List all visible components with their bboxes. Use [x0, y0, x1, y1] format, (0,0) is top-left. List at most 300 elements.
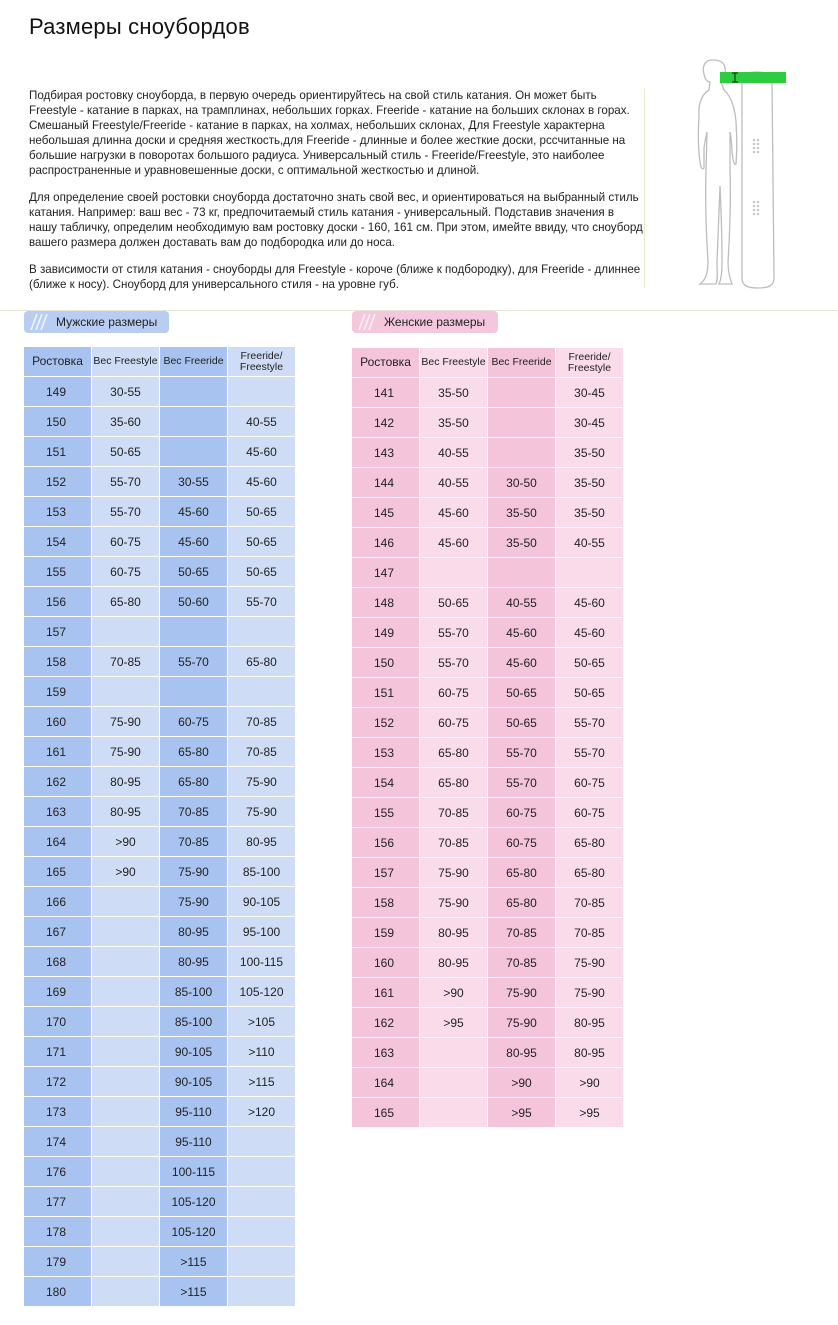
table-row: [24, 557, 296, 587]
weight-range-cell: [420, 1038, 488, 1068]
board-length-cell: 162: [24, 767, 92, 797]
intro-divider: [644, 88, 645, 288]
weight-range-cell: 105-120: [160, 1217, 228, 1247]
weight-range-cell: 85-100: [160, 977, 228, 1007]
weight-range-cell: [160, 407, 228, 437]
weight-range-cell: 50-65: [160, 557, 228, 587]
weight-range-cell: 60-75: [160, 707, 228, 737]
weight-range-cell: 60-75: [92, 557, 160, 587]
weight-range-cell: 70-85: [228, 707, 296, 737]
board-length-cell: 165: [24, 857, 92, 887]
board-length-cell: 154: [24, 527, 92, 557]
board-length-cell: 149: [24, 377, 92, 407]
weight-range-cell: 45-60: [160, 497, 228, 527]
weight-range-cell: >105: [228, 1007, 296, 1037]
board-length-cell: 167: [24, 917, 92, 947]
weight-range-cell: 60-75: [420, 678, 488, 708]
weight-range-cell: >120: [228, 1097, 296, 1127]
table-row: [24, 1067, 296, 1097]
weight-range-cell: 30-45: [556, 378, 624, 408]
weight-range-cell: 55-70: [92, 467, 160, 497]
board-length-cell: 165: [352, 1098, 420, 1128]
weight-range-cell: [228, 377, 296, 407]
weight-range-cell: [92, 1217, 160, 1247]
weight-range-cell: 50-65: [556, 648, 624, 678]
weight-range-cell: 30-55: [92, 377, 160, 407]
weight-range-cell: [92, 887, 160, 917]
table-row: [24, 1187, 296, 1217]
column-header: Ростовка: [352, 348, 420, 378]
weight-range-cell: >95: [488, 1098, 556, 1128]
table-row: [24, 587, 296, 617]
women-size-table: [352, 348, 624, 1128]
table-row: [352, 978, 624, 1008]
table-row: [352, 1008, 624, 1038]
column-header: Вес Freeride: [160, 347, 228, 377]
board-length-cell: 141: [352, 378, 420, 408]
weight-range-cell: 60-75: [556, 768, 624, 798]
weight-range-cell: 70-85: [160, 827, 228, 857]
weight-range-cell: 75-90: [228, 767, 296, 797]
weight-range-cell: >115: [160, 1277, 228, 1307]
weight-range-cell: 75-90: [160, 857, 228, 887]
weight-range-cell: 70-85: [92, 647, 160, 677]
board-length-cell: 171: [24, 1037, 92, 1067]
board-length-cell: 164: [24, 827, 92, 857]
weight-range-cell: 80-95: [420, 918, 488, 948]
weight-range-cell: 85-100: [228, 857, 296, 887]
board-length-cell: 151: [24, 437, 92, 467]
board-length-cell: 145: [352, 498, 420, 528]
weight-range-cell: 35-50: [556, 438, 624, 468]
men-size-table: [24, 347, 296, 1307]
table-row: [352, 648, 624, 678]
weight-range-cell: 65-80: [488, 888, 556, 918]
weight-range-cell: [92, 1247, 160, 1277]
table-row: [352, 738, 624, 768]
weight-range-cell: 55-70: [488, 738, 556, 768]
weight-range-cell: [92, 1277, 160, 1307]
weight-range-cell: [228, 1127, 296, 1157]
weight-range-cell: 100-115: [160, 1157, 228, 1187]
weight-range-cell: >90: [92, 857, 160, 887]
weight-range-cell: 80-95: [420, 948, 488, 978]
board-length-cell: 174: [24, 1127, 92, 1157]
table-row: [352, 618, 624, 648]
table-row: [24, 767, 296, 797]
weight-range-cell: >95: [420, 1008, 488, 1038]
weight-range-cell: 40-55: [556, 528, 624, 558]
table-row: [352, 858, 624, 888]
table-row: [352, 378, 624, 408]
board-length-cell: 142: [352, 408, 420, 438]
weight-range-cell: 70-85: [420, 828, 488, 858]
weight-range-cell: 70-85: [420, 798, 488, 828]
height-band: [720, 72, 786, 83]
table-row: [24, 977, 296, 1007]
table-row: [352, 1038, 624, 1068]
snowboard-outline: [742, 72, 774, 288]
weight-range-cell: 75-90: [556, 948, 624, 978]
weight-range-cell: [420, 558, 488, 588]
weight-range-cell: 50-65: [92, 437, 160, 467]
board-length-cell: 176: [24, 1157, 92, 1187]
men-sizes-label: [24, 311, 169, 333]
weight-range-cell: 30-50: [488, 468, 556, 498]
weight-range-cell: 65-80: [160, 767, 228, 797]
weight-range-cell: 75-90: [488, 978, 556, 1008]
weight-range-cell: 100-115: [228, 947, 296, 977]
weight-range-cell: 95-110: [160, 1097, 228, 1127]
page-title: Размеры сноубордов: [29, 14, 250, 39]
weight-range-cell: 65-80: [488, 858, 556, 888]
table-row: [24, 377, 296, 407]
weight-range-cell: 65-80: [160, 737, 228, 767]
board-length-cell: 147: [352, 558, 420, 588]
table-row: [352, 498, 624, 528]
men-sizes-title: Мужские размеры: [56, 315, 158, 329]
weight-range-cell: [420, 1068, 488, 1098]
stripes-icon: [358, 314, 376, 330]
weight-range-cell: [160, 677, 228, 707]
table-row: [24, 647, 296, 677]
person-outline: [698, 60, 736, 284]
weight-range-cell: 60-75: [556, 798, 624, 828]
weight-range-cell: [488, 408, 556, 438]
column-header: Ростовка: [24, 347, 92, 377]
board-length-cell: 177: [24, 1187, 92, 1217]
weight-range-cell: 50-60: [160, 587, 228, 617]
board-length-cell: 173: [24, 1097, 92, 1127]
board-length-cell: 160: [24, 707, 92, 737]
table-header-row: [352, 348, 624, 378]
weight-range-cell: >90: [488, 1068, 556, 1098]
weight-range-cell: 80-95: [228, 827, 296, 857]
weight-range-cell: >115: [160, 1247, 228, 1277]
board-length-cell: 170: [24, 1007, 92, 1037]
table-row: [352, 468, 624, 498]
weight-range-cell: 75-90: [488, 1008, 556, 1038]
weight-range-cell: >115: [228, 1067, 296, 1097]
weight-range-cell: 70-85: [488, 948, 556, 978]
column-header: Вес Freestyle: [420, 348, 488, 378]
weight-range-cell: 45-60: [556, 618, 624, 648]
weight-range-cell: 55-70: [92, 497, 160, 527]
intro-paragraph-1: Подбирая ростовку сноуборда, в первую очередь ориентируйтесь на свой стиль катания. Он может быть Freestyle - катание в парках, на трамплинах, небольших горках. Freeride - катание на больших склонах в горах. Смешаный Freestyle/Freeride - катание в парках, на холмах, небольших склонах, Для Freestyle характерна небольшая длинна доски и средняя жесткость,для Freeride - длинные и более жесткие доски, рссчитанные на большие нагрузки в поворотах большого радиуса. Универсальный стиль - Freeride/Freestyle, это наиболее распространенные и уравновешенные доски, с оптимальной жесткостью и длиной.: [29, 89, 630, 177]
weight-range-cell: 65-80: [92, 587, 160, 617]
table-row: [352, 678, 624, 708]
weight-range-cell: 35-50: [420, 378, 488, 408]
weight-range-cell: [92, 1187, 160, 1217]
weight-range-cell: 95-110: [160, 1127, 228, 1157]
table-row: [352, 408, 624, 438]
weight-range-cell: 80-95: [92, 797, 160, 827]
weight-range-cell: 30-45: [556, 408, 624, 438]
weight-range-cell: >90: [420, 978, 488, 1008]
weight-range-cell: 65-80: [420, 738, 488, 768]
weight-range-cell: 50-65: [228, 527, 296, 557]
weight-range-cell: 80-95: [556, 1008, 624, 1038]
board-length-cell: 150: [352, 648, 420, 678]
weight-range-cell: 80-95: [160, 917, 228, 947]
board-length-cell: 169: [24, 977, 92, 1007]
weight-range-cell: 70-85: [160, 797, 228, 827]
board-length-cell: 155: [352, 798, 420, 828]
board-length-cell: 154: [352, 768, 420, 798]
weight-range-cell: 35-50: [488, 498, 556, 528]
weight-range-cell: 65-80: [420, 768, 488, 798]
table-row: [24, 1007, 296, 1037]
weight-range-cell: [228, 1247, 296, 1277]
weight-range-cell: [92, 1007, 160, 1037]
table-row: [352, 948, 624, 978]
weight-range-cell: 75-90: [420, 888, 488, 918]
weight-range-cell: 55-70: [556, 708, 624, 738]
person-with-snowboard-illustration: [690, 52, 790, 292]
table-row: [24, 527, 296, 557]
table-row: [24, 617, 296, 647]
weight-range-cell: [228, 1187, 296, 1217]
weight-range-cell: [228, 1157, 296, 1187]
table-row: [352, 1098, 624, 1128]
weight-range-cell: 75-90: [228, 797, 296, 827]
board-length-cell: 157: [352, 858, 420, 888]
weight-range-cell: 45-60: [420, 498, 488, 528]
weight-range-cell: [488, 438, 556, 468]
table-row: [352, 708, 624, 738]
table-row: [24, 827, 296, 857]
weight-range-cell: 50-65: [420, 588, 488, 618]
table-row: [24, 1127, 296, 1157]
table-row: [352, 828, 624, 858]
weight-range-cell: 75-90: [556, 978, 624, 1008]
weight-range-cell: 40-55: [420, 468, 488, 498]
weight-range-cell: [92, 977, 160, 1007]
weight-range-cell: 80-95: [488, 1038, 556, 1068]
weight-range-cell: [92, 1097, 160, 1127]
weight-range-cell: 40-55: [488, 588, 556, 618]
weight-range-cell: 55-70: [556, 738, 624, 768]
intro-paragraph-3: В зависимости от стиля катания - сноуборды для Freestyle - короче (ближе к подбородку), для Freeride - длиннее (ближе к носу). Сноуборд для универсального стиля - на уровне губ.: [29, 263, 641, 291]
weight-range-cell: [92, 947, 160, 977]
weight-range-cell: 35-50: [488, 528, 556, 558]
board-length-cell: 158: [24, 647, 92, 677]
weight-range-cell: [92, 1067, 160, 1097]
stripes-icon: [30, 314, 48, 330]
weight-range-cell: 40-55: [420, 438, 488, 468]
board-length-cell: 144: [352, 468, 420, 498]
weight-range-cell: 50-65: [228, 557, 296, 587]
weight-range-cell: [92, 1157, 160, 1187]
weight-range-cell: [488, 378, 556, 408]
weight-range-cell: 105-120: [160, 1187, 228, 1217]
weight-range-cell: [160, 437, 228, 467]
weight-range-cell: >110: [228, 1037, 296, 1067]
table-row: [24, 1277, 296, 1307]
weight-range-cell: 55-70: [488, 768, 556, 798]
weight-range-cell: 35-50: [556, 468, 624, 498]
table-row: [24, 737, 296, 767]
table-row: [24, 797, 296, 827]
intro-paragraph-2: Для определение своей ростовки сноуборда достаточно знать свой вес, и ориентироваться на выбранный стиль катания. Например: ваш вес - 73 кг, предпочитаемый стиль катания - универсальный. Подставив значения в нашу табличку, определим необходимую вам ростовку доски - 160, 161 см. При этом, имейте ввиду, что сноуборд вашего размера должен доставать вам до подбородка или до носа.: [29, 191, 643, 249]
weight-range-cell: 90-105: [160, 1037, 228, 1067]
weight-range-cell: 65-80: [228, 647, 296, 677]
board-length-cell: 179: [24, 1247, 92, 1277]
board-length-cell: 151: [352, 678, 420, 708]
board-length-cell: 155: [24, 557, 92, 587]
table-row: [352, 438, 624, 468]
weight-range-cell: 75-90: [160, 887, 228, 917]
table-row: [24, 887, 296, 917]
weight-range-cell: [228, 1277, 296, 1307]
women-sizes-title: Женские размеры: [384, 315, 486, 329]
board-length-cell: 157: [24, 617, 92, 647]
table-row: [352, 528, 624, 558]
weight-range-cell: 45-60: [556, 588, 624, 618]
weight-range-cell: 50-65: [488, 708, 556, 738]
weight-range-cell: [92, 617, 160, 647]
board-length-cell: 159: [352, 918, 420, 948]
board-length-cell: 152: [352, 708, 420, 738]
weight-range-cell: 95-100: [228, 917, 296, 947]
intro-text: [29, 88, 644, 304]
weight-range-cell: 80-95: [92, 767, 160, 797]
weight-range-cell: 45-60: [228, 437, 296, 467]
table-row: [24, 497, 296, 527]
board-length-cell: 161: [352, 978, 420, 1008]
table-row: [24, 467, 296, 497]
table-row: [24, 857, 296, 887]
board-length-cell: 166: [24, 887, 92, 917]
board-length-cell: 148: [352, 588, 420, 618]
women-sizes-label: [352, 311, 498, 333]
weight-range-cell: 30-55: [160, 467, 228, 497]
weight-range-cell: [228, 1217, 296, 1247]
weight-range-cell: 90-105: [228, 887, 296, 917]
weight-range-cell: 90-105: [160, 1067, 228, 1097]
weight-range-cell: 65-80: [556, 828, 624, 858]
column-header: Вес Freestyle: [92, 347, 160, 377]
weight-range-cell: 75-90: [420, 858, 488, 888]
weight-range-cell: 65-80: [556, 858, 624, 888]
board-length-cell: 162: [352, 1008, 420, 1038]
board-length-cell: 168: [24, 947, 92, 977]
weight-range-cell: 45-60: [228, 467, 296, 497]
board-length-cell: 150: [24, 407, 92, 437]
column-header: Freeride/ Freestyle: [556, 348, 624, 378]
table-row: [352, 1068, 624, 1098]
board-length-cell: 158: [352, 888, 420, 918]
weight-range-cell: [92, 677, 160, 707]
weight-range-cell: 45-60: [488, 648, 556, 678]
table-row: [352, 558, 624, 588]
board-length-cell: 153: [24, 497, 92, 527]
weight-range-cell: 50-65: [228, 497, 296, 527]
weight-range-cell: 35-60: [92, 407, 160, 437]
table-header-row: [24, 347, 296, 377]
table-row: [24, 1037, 296, 1067]
weight-range-cell: 45-60: [160, 527, 228, 557]
table-row: [24, 437, 296, 467]
board-length-cell: 159: [24, 677, 92, 707]
weight-range-cell: 80-95: [556, 1038, 624, 1068]
weight-range-cell: 70-85: [556, 918, 624, 948]
weight-range-cell: 60-75: [92, 527, 160, 557]
table-row: [24, 1247, 296, 1277]
column-header: Freeride/ Freestyle: [228, 347, 296, 377]
board-length-cell: 180: [24, 1277, 92, 1307]
board-length-cell: 161: [24, 737, 92, 767]
table-row: [24, 1217, 296, 1247]
weight-range-cell: 55-70: [420, 648, 488, 678]
table-row: [352, 798, 624, 828]
weight-range-cell: 70-85: [556, 888, 624, 918]
weight-range-cell: 70-85: [228, 737, 296, 767]
weight-range-cell: 45-60: [420, 528, 488, 558]
board-length-cell: 172: [24, 1067, 92, 1097]
board-length-cell: 153: [352, 738, 420, 768]
weight-range-cell: [92, 1037, 160, 1067]
weight-range-cell: [92, 917, 160, 947]
table-row: [24, 407, 296, 437]
column-header: Вес Freeride: [488, 348, 556, 378]
table-row: [24, 947, 296, 977]
table-row: [352, 768, 624, 798]
board-length-cell: 160: [352, 948, 420, 978]
weight-range-cell: [556, 558, 624, 588]
weight-range-cell: [92, 1127, 160, 1157]
weight-range-cell: 55-70: [160, 647, 228, 677]
weight-range-cell: 60-75: [488, 828, 556, 858]
weight-range-cell: [228, 617, 296, 647]
board-length-cell: 156: [352, 828, 420, 858]
weight-range-cell: [420, 1098, 488, 1128]
weight-range-cell: 60-75: [420, 708, 488, 738]
weight-range-cell: [160, 617, 228, 647]
table-row: [352, 588, 624, 618]
table-row: [24, 1097, 296, 1127]
weight-range-cell: 55-70: [420, 618, 488, 648]
board-length-cell: 152: [24, 467, 92, 497]
weight-range-cell: 35-50: [556, 498, 624, 528]
board-length-cell: 163: [352, 1038, 420, 1068]
weight-range-cell: 50-65: [488, 678, 556, 708]
weight-range-cell: [228, 677, 296, 707]
table-row: [24, 1157, 296, 1187]
weight-range-cell: 70-85: [488, 918, 556, 948]
weight-range-cell: 75-90: [92, 737, 160, 767]
table-row: [24, 917, 296, 947]
board-length-cell: 143: [352, 438, 420, 468]
board-length-cell: 146: [352, 528, 420, 558]
table-row: [352, 918, 624, 948]
table-row: [24, 707, 296, 737]
table-row: [24, 677, 296, 707]
weight-range-cell: 80-95: [160, 947, 228, 977]
board-length-cell: 164: [352, 1068, 420, 1098]
weight-range-cell: [488, 558, 556, 588]
table-row: [352, 888, 624, 918]
board-length-cell: 163: [24, 797, 92, 827]
weight-range-cell: 40-55: [228, 407, 296, 437]
weight-range-cell: 60-75: [488, 798, 556, 828]
weight-range-cell: 85-100: [160, 1007, 228, 1037]
board-length-cell: 156: [24, 587, 92, 617]
weight-range-cell: 75-90: [92, 707, 160, 737]
weight-range-cell: 45-60: [488, 618, 556, 648]
weight-range-cell: 55-70: [228, 587, 296, 617]
weight-range-cell: 50-65: [556, 678, 624, 708]
